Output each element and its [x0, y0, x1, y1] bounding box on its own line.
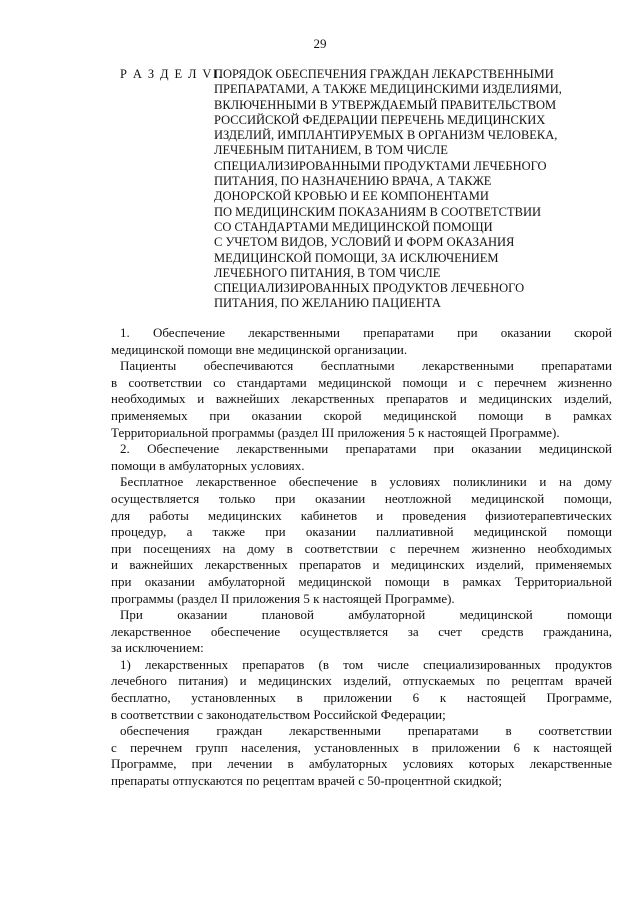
body-line: 1) лекарственных препаратов (в том числе специализированных продуктов — [120, 656, 612, 672]
body-line: помощи в амбулаторных условиях. — [111, 457, 305, 473]
section-title-line: СПЕЦИАЛИЗИРОВАННЫМИ ПРОДУКТАМИ ЛЕЧЕБНОГО — [214, 158, 547, 173]
section-title-line: ПИТАНИЯ, ПО ЖЕЛАНИЮ ПАЦИЕНТА — [214, 296, 441, 311]
body-line: При оказании плановой амбулаторной медицинской помощи — [120, 607, 612, 623]
section-title-line: МЕДИЦИНСКОЙ ПОМОЩИ, ЗА ИСКЛЮЧЕНИЕМ — [214, 250, 499, 265]
section-title-line: ЛЕЧЕБНЫМ ПИТАНИЕМ, В ТОМ ЧИСЛЕ — [214, 143, 448, 158]
body-line: 2. Обеспечение лекарственными препаратами при оказании медицинской — [120, 441, 612, 457]
section-title-line: ПРЕПАРАТАМИ, А ТАКЖЕ МЕДИЦИНСКИМИ ИЗДЕЛИЯМИ, — [214, 82, 562, 97]
body-line: Бесплатное лекарственное обеспечение в условиях поликлиники и на дому — [120, 474, 612, 490]
section-title-line: ПО МЕДИЦИНСКИМ ПОКАЗАНИЯМ В СООТВЕТСТВИИ — [214, 204, 541, 219]
body-text — [111, 325, 612, 790]
section-title-line: ПИТАНИЯ, ПО НАЗНАЧЕНИЮ ВРАЧА, А ТАКЖЕ — [214, 174, 492, 189]
body-line: в соответствии с законодательством Российской Федерации; — [111, 706, 446, 722]
body-line: лекарственное обеспечение осуществляется за счет средств гражданина, — [111, 623, 612, 639]
body-line: при оказании амбулаторной медицинской помощи в рамках Территориальной — [111, 573, 612, 589]
section-title-line: ВКЛЮЧЕННЫМИ В УТВЕРЖДАЕМЫЙ ПРАВИТЕЛЬСТВОМ — [214, 97, 557, 112]
body-line: в соответствии со стандартами медицинской помощи и с перечнем жизненно — [111, 374, 612, 390]
section-title-line: СО СТАНДАРТАМИ МЕДИЦИНСКОЙ ПОМОЩИ — [214, 219, 493, 234]
body-line: необходимых и важнейших лекарственных препаратов и медицинских изделий, — [111, 391, 612, 407]
body-line: процедур, а также при оказании паллиативной медицинской помощи — [111, 524, 612, 540]
page-number: 29 — [313, 36, 327, 51]
body-line: с перечнем групп населения, установленных в приложении 6 к настоящей — [111, 739, 612, 755]
body-line: и важнейших лекарственных препаратов и медицинских изделий, применяемых — [111, 557, 612, 573]
body-line: препараты отпускаются по рецептам врачей с 50-процентной скидкой; — [111, 773, 502, 789]
body-line: лечебного питания) и медицинских изделий, отпускаемых по рецептам врачей — [111, 673, 612, 689]
body-line: Пациенты обеспечиваются бесплатными лекарственными препаратами — [120, 358, 612, 374]
section-title — [214, 67, 562, 312]
body-line: Территориальной программы (раздел III приложения 5 к настоящей Программе). — [111, 424, 560, 440]
section-title-line: ЛЕЧЕБНОГО ПИТАНИЯ, В ТОМ ЧИСЛЕ — [214, 265, 441, 280]
section-title-line: ИЗДЕЛИЙ, ИМПЛАНТИРУЕМЫХ В ОРГАНИЗМ ЧЕЛОВЕКА, — [214, 128, 558, 143]
body-line: бесплатно, установленных в приложении 6 к настоящей Программе, — [111, 690, 612, 706]
body-line: применяемых при оказании скорой медицинской помощи в рамках — [111, 407, 612, 423]
body-line: программы (раздел II приложения 5 к настоящей Программе). — [111, 590, 455, 606]
body-line: при посещениях на дому в соответствии с перечнем жизненно необходимых — [111, 540, 612, 556]
body-line: 1. Обеспечение лекарственными препаратами при оказании скорой — [120, 325, 612, 340]
body-line: обеспечения граждан лекарственными препаратами в соответствии — [120, 723, 612, 739]
body-line: за исключением: — [111, 640, 204, 656]
section-title-line: ДОНОРСКОЙ КРОВЬЮ И ЕЕ КОМПОНЕНТАМИ — [214, 189, 489, 204]
body-line: Программе, при лечении в амбулаторных условиях которых лекарственные — [111, 756, 612, 772]
body-line: осуществляется только при оказании неотложной медицинской помощи, — [111, 490, 612, 506]
section-title-line: СПЕЦИАЛИЗИРОВАННЫХ ПРОДУКТОВ ЛЕЧЕБНОГО — [214, 281, 525, 296]
body-line: для работы медицинских кабинетов и проведения физиотерапевтических — [111, 507, 612, 523]
section-title-line: ПОРЯДОК ОБЕСПЕЧЕНИЯ ГРАЖДАН ЛЕКАРСТВЕННЫМИ — [214, 67, 554, 81]
body-line: медицинской помощи вне медицинской организации. — [111, 341, 408, 357]
section-label: Р А З Д Е Л VI. — [120, 67, 223, 81]
section-title-line: С УЧЕТОМ ВИДОВ, УСЛОВИЙ И ФОРМ ОКАЗАНИЯ — [214, 235, 515, 250]
section-title-line: РОССИЙСКОЙ ФЕДЕРАЦИИ ПЕРЕЧЕНЬ МЕДИЦИНСКИХ — [214, 112, 546, 127]
